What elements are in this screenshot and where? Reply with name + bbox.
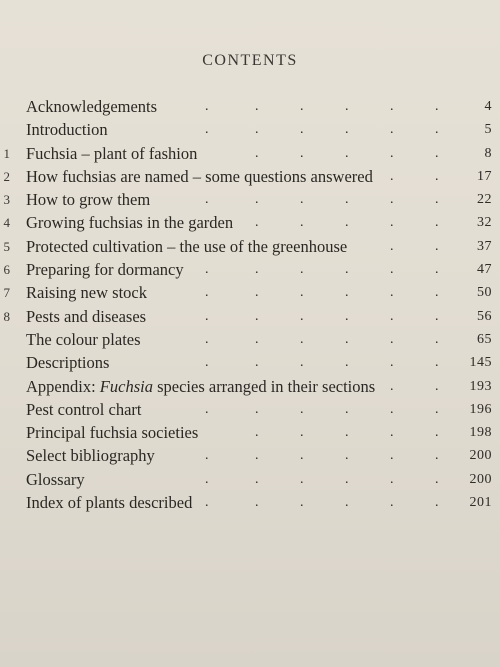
page-number: 22 xyxy=(477,192,492,208)
leader-dot: . xyxy=(255,215,259,231)
leader-dot: . xyxy=(435,425,439,441)
leader-dot: . xyxy=(255,495,259,511)
leader-dot: . xyxy=(345,448,349,464)
page-number: 201 xyxy=(469,495,492,511)
leader-dot: . xyxy=(255,122,259,138)
leader-dot: . xyxy=(255,331,259,347)
leader-dot: . xyxy=(435,308,439,324)
entry-title: How fuchsias are named – some questions answered xyxy=(26,166,373,186)
leader-dot: . xyxy=(300,192,304,208)
leader-dot: . xyxy=(390,262,394,278)
chapter-number: 4 xyxy=(3,215,10,231)
page-number: 37 xyxy=(477,238,492,254)
toc-entry xyxy=(0,142,500,165)
page-number: 4 xyxy=(484,99,492,114)
page-number: 56 xyxy=(477,308,492,324)
leader-dot: . xyxy=(390,448,394,464)
leader-dots xyxy=(200,468,460,491)
leader-dot: . xyxy=(390,122,394,138)
leader-dot: . xyxy=(345,355,349,371)
leader-dots xyxy=(200,375,460,398)
leader-dot: . xyxy=(435,215,439,231)
leader-dot: . xyxy=(435,145,439,161)
leader-dots xyxy=(200,491,460,514)
toc-entry xyxy=(0,118,500,141)
leader-dot: . xyxy=(205,192,209,208)
leader-dots xyxy=(200,398,460,421)
toc-entry xyxy=(0,444,500,467)
toc-entry xyxy=(0,398,500,421)
leader-dot: . xyxy=(435,262,439,278)
toc-entry xyxy=(0,491,500,514)
leader-dot: . xyxy=(435,122,439,138)
leader-dot: . xyxy=(390,285,394,301)
leader-dot: . xyxy=(300,285,304,301)
entry-title: Descriptions xyxy=(26,353,110,373)
leader-dot: . xyxy=(435,168,439,184)
page-number: 8 xyxy=(484,145,492,161)
entry-title: Protected cultivation – the use of the greenhouse xyxy=(26,236,348,256)
page-number: 65 xyxy=(477,331,492,347)
leader-dot: . xyxy=(390,308,394,324)
toc-entry xyxy=(0,328,500,351)
leader-dot: . xyxy=(345,308,349,324)
leader-dot: . xyxy=(205,355,209,371)
leader-dot: . xyxy=(390,495,394,511)
entry-title-italic: Fuchsia xyxy=(99,376,153,396)
leader-dot: . xyxy=(300,331,304,347)
page-number: 196 xyxy=(469,401,492,417)
table-of-contents xyxy=(0,95,500,514)
entry-title: Raising new stock xyxy=(26,283,147,303)
leader-dot: . xyxy=(390,471,394,487)
leader-dots xyxy=(200,305,460,328)
leader-dot: . xyxy=(345,145,349,161)
leader-dot: . xyxy=(390,425,394,441)
leader-dots xyxy=(200,165,460,188)
entry-title: Principal fuchsia societies xyxy=(26,423,199,443)
entry-title: Pest control chart xyxy=(26,399,142,419)
leader-dot: . xyxy=(205,122,209,138)
entry-title: Index of plants described xyxy=(26,493,193,513)
page-number: 200 xyxy=(469,471,492,487)
page-number: 17 xyxy=(477,168,492,184)
page-number: 5 xyxy=(484,122,492,138)
leader-dot: . xyxy=(345,285,349,301)
chapter-number: 3 xyxy=(3,192,10,208)
leader-dot: . xyxy=(255,262,259,278)
toc-entry xyxy=(0,165,500,188)
leader-dot: . xyxy=(300,471,304,487)
entry-title: Pests and diseases xyxy=(26,306,147,326)
leader-dot: . xyxy=(205,99,209,114)
leader-dot: . xyxy=(390,378,394,394)
leader-dot: . xyxy=(205,308,209,324)
leader-dots xyxy=(200,258,460,281)
leader-dot: . xyxy=(300,99,304,114)
leader-dot: . xyxy=(435,192,439,208)
leader-dots xyxy=(200,142,460,165)
toc-entry xyxy=(0,235,500,258)
leader-dot: . xyxy=(255,401,259,417)
leader-dots xyxy=(200,328,460,351)
leader-dot: . xyxy=(205,448,209,464)
leader-dot: . xyxy=(390,145,394,161)
leader-dot: . xyxy=(390,168,394,184)
leader-dot: . xyxy=(255,145,259,161)
leader-dot: . xyxy=(205,495,209,511)
leader-dot: . xyxy=(435,471,439,487)
toc-entry xyxy=(0,421,500,444)
leader-dot: . xyxy=(300,262,304,278)
leader-dot: . xyxy=(390,192,394,208)
chapter-number: 8 xyxy=(3,308,10,324)
leader-dot: . xyxy=(435,448,439,464)
page-number: 145 xyxy=(469,355,492,371)
leader-dot: . xyxy=(205,471,209,487)
leader-dot: . xyxy=(345,192,349,208)
toc-entry xyxy=(0,281,500,304)
page-number: 200 xyxy=(469,448,492,464)
entry-title-suffix: species arranged in their sections xyxy=(152,376,376,396)
leader-dot: . xyxy=(390,331,394,347)
leader-dot: . xyxy=(300,215,304,231)
entry-title: Glossary xyxy=(26,469,85,489)
entry-title: Acknowledgements xyxy=(26,97,158,116)
leader-dot: . xyxy=(390,238,394,254)
entry-title: Growing fuchsias in the garden xyxy=(26,213,234,233)
leader-dot: . xyxy=(345,215,349,231)
leader-dot: . xyxy=(300,425,304,441)
leader-dot: . xyxy=(300,495,304,511)
leader-dot: . xyxy=(435,238,439,254)
leader-dot: . xyxy=(345,401,349,417)
leader-dot: . xyxy=(345,122,349,138)
leader-dot: . xyxy=(300,308,304,324)
leader-dots xyxy=(200,421,460,444)
leader-dot: . xyxy=(435,401,439,417)
leader-dot: . xyxy=(345,99,349,114)
leader-dot: . xyxy=(390,215,394,231)
chapter-number: 1 xyxy=(3,145,10,161)
leader-dot: . xyxy=(345,331,349,347)
leader-dots xyxy=(200,444,460,467)
leader-dot: . xyxy=(390,401,394,417)
leader-dot: . xyxy=(390,99,394,114)
toc-entry xyxy=(0,351,500,374)
leader-dot: . xyxy=(255,425,259,441)
entry-title: Preparing for dormancy xyxy=(26,260,184,280)
entry-title: How to grow them xyxy=(26,190,151,210)
leader-dot: . xyxy=(205,285,209,301)
leader-dot: . xyxy=(255,285,259,301)
leader-dot: . xyxy=(255,471,259,487)
leader-dot: . xyxy=(205,331,209,347)
leader-dot: . xyxy=(345,262,349,278)
leader-dot: . xyxy=(255,99,259,114)
leader-dot: . xyxy=(390,355,394,371)
toc-entry xyxy=(0,95,500,118)
leader-dot: . xyxy=(300,145,304,161)
leader-dot: . xyxy=(205,262,209,278)
page-number: 50 xyxy=(477,285,492,301)
leader-dot: . xyxy=(300,448,304,464)
entry-title: Select bibliography xyxy=(26,446,155,466)
chapter-number: 6 xyxy=(3,262,10,278)
leader-dot: . xyxy=(435,355,439,371)
leader-dot: . xyxy=(300,355,304,371)
toc-entry xyxy=(0,258,500,281)
chapter-number: 7 xyxy=(3,285,10,301)
page-number: 198 xyxy=(469,425,492,441)
entry-title: The colour plates xyxy=(26,329,141,349)
leader-dot: . xyxy=(345,495,349,511)
leader-dot: . xyxy=(255,308,259,324)
leader-dots xyxy=(200,281,460,304)
leader-dots xyxy=(200,188,460,211)
entry-title-prefix: Appendix: xyxy=(26,376,100,396)
leader-dot: . xyxy=(435,378,439,394)
leader-dot: . xyxy=(345,471,349,487)
toc-entry xyxy=(0,305,500,328)
leader-dot: . xyxy=(300,401,304,417)
page-number: 193 xyxy=(469,378,492,394)
leader-dot: . xyxy=(435,99,439,114)
contents-heading: CONTENTS xyxy=(202,52,298,69)
leader-dot: . xyxy=(345,425,349,441)
leader-dots xyxy=(200,95,460,118)
chapter-number: 5 xyxy=(3,238,10,254)
leader-dot: . xyxy=(255,355,259,371)
leader-dot: . xyxy=(255,192,259,208)
toc-entry xyxy=(0,188,500,211)
leader-dots xyxy=(200,235,460,258)
leader-dot: . xyxy=(435,495,439,511)
toc-entry xyxy=(0,211,500,234)
leader-dot: . xyxy=(255,448,259,464)
entry-title: Introduction xyxy=(26,120,108,140)
entry-title: Fuchsia – plant of fashion xyxy=(26,143,198,163)
leader-dots xyxy=(200,118,460,141)
page-number: 32 xyxy=(477,215,492,231)
leader-dot: . xyxy=(300,122,304,138)
leader-dots xyxy=(200,211,460,234)
leader-dots xyxy=(200,351,460,374)
toc-entry xyxy=(0,375,500,398)
leader-dot: . xyxy=(205,401,209,417)
toc-entry xyxy=(0,468,500,491)
leader-dot: . xyxy=(435,285,439,301)
chapter-number: 2 xyxy=(3,168,10,184)
page-number: 47 xyxy=(477,262,492,278)
leader-dot: . xyxy=(435,331,439,347)
